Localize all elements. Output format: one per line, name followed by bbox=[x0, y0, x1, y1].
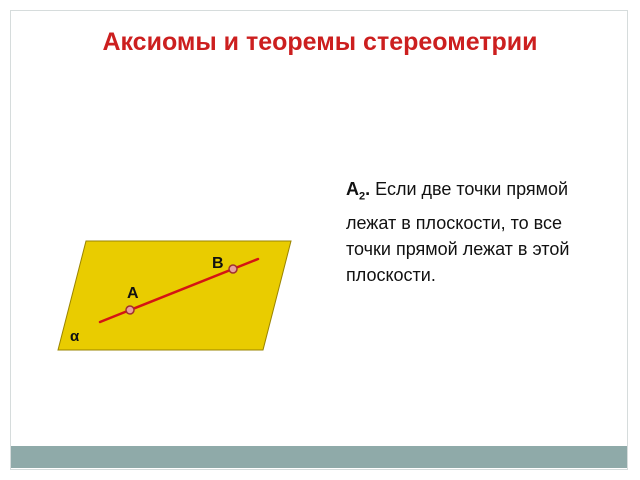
axiom-label-subscript: 2 bbox=[359, 190, 366, 203]
plane-label: α bbox=[70, 328, 80, 345]
point-a bbox=[126, 306, 134, 314]
point-b-label: B bbox=[212, 255, 224, 272]
slide-title: Аксиомы и теоремы стереометрии bbox=[102, 28, 538, 56]
plane-alpha bbox=[58, 241, 291, 350]
point-b bbox=[229, 265, 237, 273]
axiom-label-letter: A bbox=[346, 179, 359, 199]
axiom-statement: Если две точки прямой лежат в плоскости, то все точки прямой лежат в этой плоскости. bbox=[346, 179, 570, 285]
axiom-label-suffix: . bbox=[365, 179, 371, 199]
point-a-label: A bbox=[127, 285, 139, 302]
